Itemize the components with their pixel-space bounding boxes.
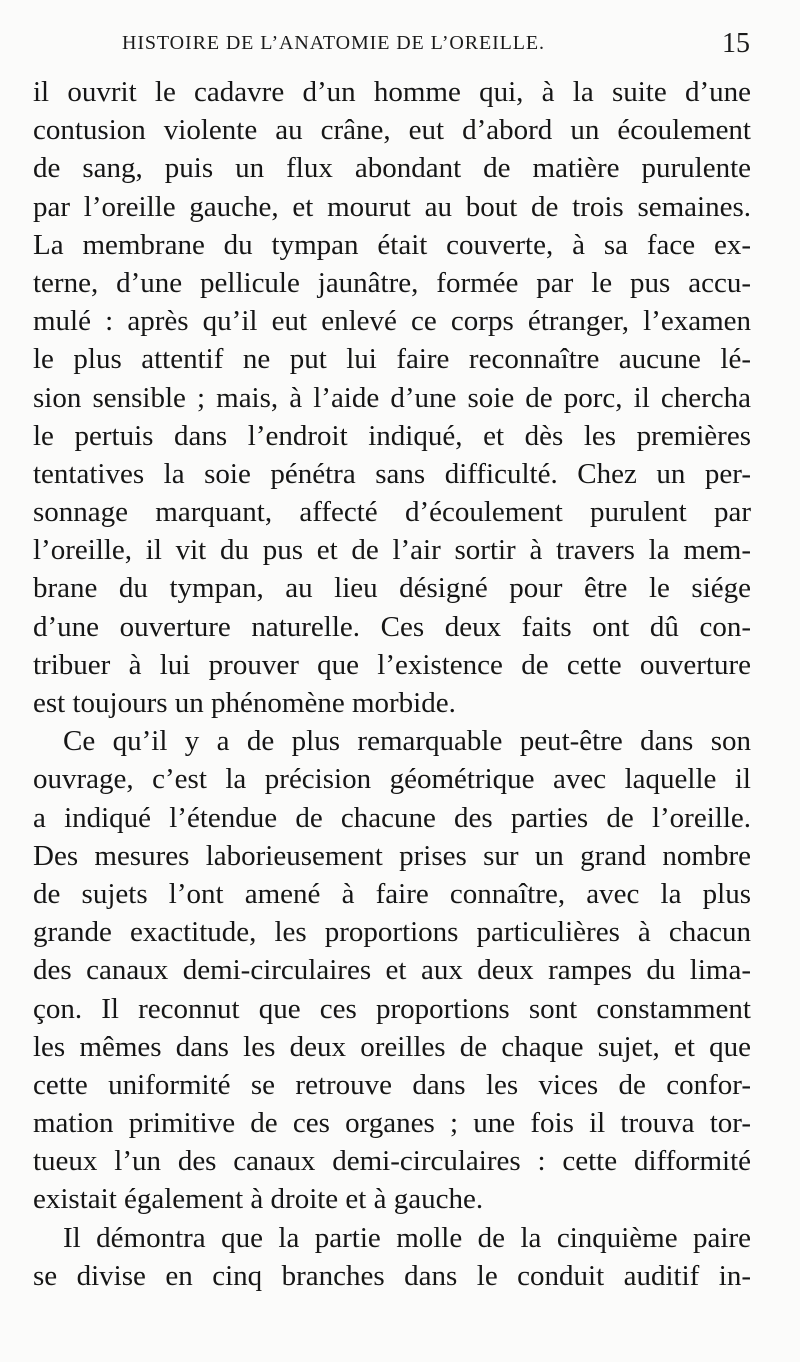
text-line: sonnage marquant, affecté d’écoulement purulent par — [33, 496, 751, 529]
text-line: de sang, puis un flux abondant de matière purulente — [33, 152, 751, 185]
text-line: La membrane du tympan était couverte, à sa face ex- — [33, 228, 751, 261]
text-line: grande exactitude, les proportions particulières à chacun — [33, 916, 751, 949]
text-line: terne, d’une pellicule jaunâtre, formée par le pus accu- — [33, 266, 751, 299]
text-line: tentatives la soie pénétra sans difficulté. Chez un per- — [33, 457, 751, 490]
paragraph-1 — [33, 73, 751, 722]
text-line: l’oreille, il vit du pus et de l’air sortir à travers la mem- — [33, 534, 751, 567]
text-line: se divise en cinq branches dans le conduit auditif in- — [33, 1259, 751, 1292]
text-line: tribuer à lui prouver que l’existence de cette ouverture — [33, 648, 751, 681]
text-line: cette uniformité se retrouve dans les vices de confor- — [33, 1068, 751, 1101]
text-line: il ouvrit le cadavre d’un homme qui, à la suite d’une — [33, 76, 751, 108]
page-number: 15 — [722, 28, 750, 59]
running-head — [100, 28, 750, 62]
text-line: mulé : après qu’il eut enlevé ce corps étranger, l’examen — [33, 305, 751, 338]
text-line: Ce qu’il y a de plus remarquable peut-être dans son — [63, 725, 751, 758]
text-line: çon. Il reconnut que ces proportions sont constamment — [33, 992, 751, 1025]
text-line: a indiqué l’étendue de chacune des parties de l’oreille. — [33, 801, 751, 834]
text-line: de sujets l’ont amené à faire connaître, avec la plus — [33, 877, 751, 910]
text-line: ouvrage, c’est la précision géométrique avec laquelle il — [33, 763, 751, 796]
text-line: les mêmes dans les deux oreilles de chaque sujet, et que — [33, 1030, 751, 1063]
text-line: le pertuis dans l’endroit indiqué, et dès les premières — [33, 419, 751, 452]
text-line: le plus attentif ne put lui faire reconnaître aucune lé- — [33, 343, 751, 376]
paragraph-3 — [33, 1219, 751, 1295]
text-line: mation primitive de ces organes ; une fois il trouva tor- — [33, 1107, 751, 1140]
text-line: Des mesures laborieusement prises sur un grand nombre — [33, 839, 751, 872]
text-line: des canaux demi-circulaires et aux deux rampes du lima- — [33, 954, 751, 987]
text-line: contusion violente au crâne, eut d’abord un écoulement — [33, 114, 751, 147]
text-line: Il démontra que la partie molle de la cinquième paire — [63, 1221, 751, 1254]
running-title: HISTOIRE DE L’ANATOMIE DE L’OREILLE. — [122, 32, 545, 54]
text-line: brane du tympan, au lieu désigné pour être le siége — [33, 572, 751, 605]
text-line: sion sensible ; mais, à l’aide d’une soie de porc, il chercha — [33, 381, 751, 414]
text-line: est toujours un phénomène morbide. — [33, 687, 456, 719]
body-text — [33, 73, 751, 1295]
text-line: d’une ouverture naturelle. Ces deux faits ont dû con- — [33, 610, 751, 643]
text-line: par l’oreille gauche, et mourut au bout de trois semaines. — [33, 190, 751, 223]
paragraph-2 — [33, 722, 751, 1218]
text-line: existait également à droite et à gauche. — [33, 1183, 484, 1216]
text-line: tueux l’un des canaux demi-circulaires : cette difformité — [33, 1145, 751, 1178]
